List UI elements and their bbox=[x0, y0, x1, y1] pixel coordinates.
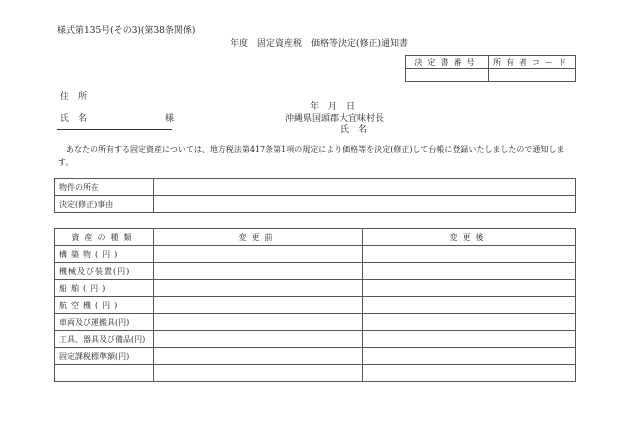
before-value-cell bbox=[154, 331, 363, 348]
before-value-cell bbox=[154, 314, 363, 331]
name-label: 氏 名 bbox=[60, 114, 88, 124]
decision-reason-value bbox=[154, 196, 576, 213]
notice-body-text: あなたの所有する固定資産については、地方税法第417条第1項の規定により価格等を決定(修正)して台帳に登録いたしましたので通知します。 bbox=[58, 145, 565, 167]
before-value-cell bbox=[154, 365, 363, 382]
table-row bbox=[55, 314, 576, 331]
table-row bbox=[55, 348, 576, 365]
after-change-header: 変更後 bbox=[363, 229, 576, 246]
decision-number-value bbox=[406, 69, 489, 82]
table-row bbox=[55, 263, 576, 280]
after-value-cell bbox=[363, 297, 576, 314]
before-value-cell bbox=[154, 263, 363, 280]
issuer-name-label: 氏 名 bbox=[340, 125, 368, 135]
after-value-cell bbox=[363, 331, 576, 348]
asset-type-cell: 車両及び運搬具(円) bbox=[55, 314, 154, 331]
property-location-label: 物件の所在 bbox=[55, 179, 154, 196]
asset-type-cell: 固定課税標準額(円) bbox=[55, 348, 154, 365]
property-row bbox=[55, 179, 576, 196]
asset-type-cell bbox=[55, 365, 154, 382]
document-title: 年度 固定資産税 価格等決定(修正)通知書 bbox=[230, 39, 409, 49]
after-value-cell bbox=[363, 246, 576, 263]
after-value-cell bbox=[363, 365, 576, 382]
form-number: 様式第135号(その3)(第38条関係) bbox=[57, 26, 196, 36]
issue-date-label: 年 月 日 bbox=[310, 102, 356, 112]
after-value-cell bbox=[363, 280, 576, 297]
asset-table bbox=[54, 228, 576, 382]
after-value-cell bbox=[363, 348, 576, 365]
asset-type-cell: 工具、器具及び備品(円) bbox=[55, 331, 154, 348]
asset-type-cell: 構築物(円) bbox=[55, 246, 154, 263]
table-row bbox=[55, 331, 576, 348]
recipient-name-underline bbox=[57, 129, 172, 130]
owner-code-value bbox=[489, 69, 576, 82]
asset-type-header: 資産の種類 bbox=[55, 229, 154, 246]
after-value-cell bbox=[363, 314, 576, 331]
property-table bbox=[54, 178, 576, 213]
before-value-cell bbox=[154, 348, 363, 365]
table-row bbox=[55, 280, 576, 297]
code-table bbox=[405, 55, 576, 82]
owner-code-header: 所有者コード bbox=[489, 56, 576, 69]
asset-type-cell: 機械及び装置(円) bbox=[55, 263, 154, 280]
asset-type-cell: 船舶(円) bbox=[55, 280, 154, 297]
before-value-cell bbox=[154, 280, 363, 297]
before-value-cell bbox=[154, 246, 363, 263]
decision-number-header: 決定書番号 bbox=[406, 56, 489, 69]
table-row bbox=[55, 365, 576, 382]
before-change-header: 変更前 bbox=[154, 229, 363, 246]
table-row bbox=[55, 246, 576, 263]
table-row bbox=[55, 297, 576, 314]
property-location-value bbox=[154, 179, 576, 196]
after-value-cell bbox=[363, 263, 576, 280]
decision-reason-label: 決定(修正)事由 bbox=[55, 196, 154, 213]
issuing-authority: 沖縄県国頭郡大宜味村長 bbox=[285, 114, 385, 124]
address-label: 住 所 bbox=[60, 92, 88, 102]
asset-table-header bbox=[55, 229, 576, 246]
asset-type-cell: 航空機(円) bbox=[55, 297, 154, 314]
before-value-cell bbox=[154, 297, 363, 314]
property-row bbox=[55, 196, 576, 213]
honorific: 様 bbox=[165, 114, 175, 124]
